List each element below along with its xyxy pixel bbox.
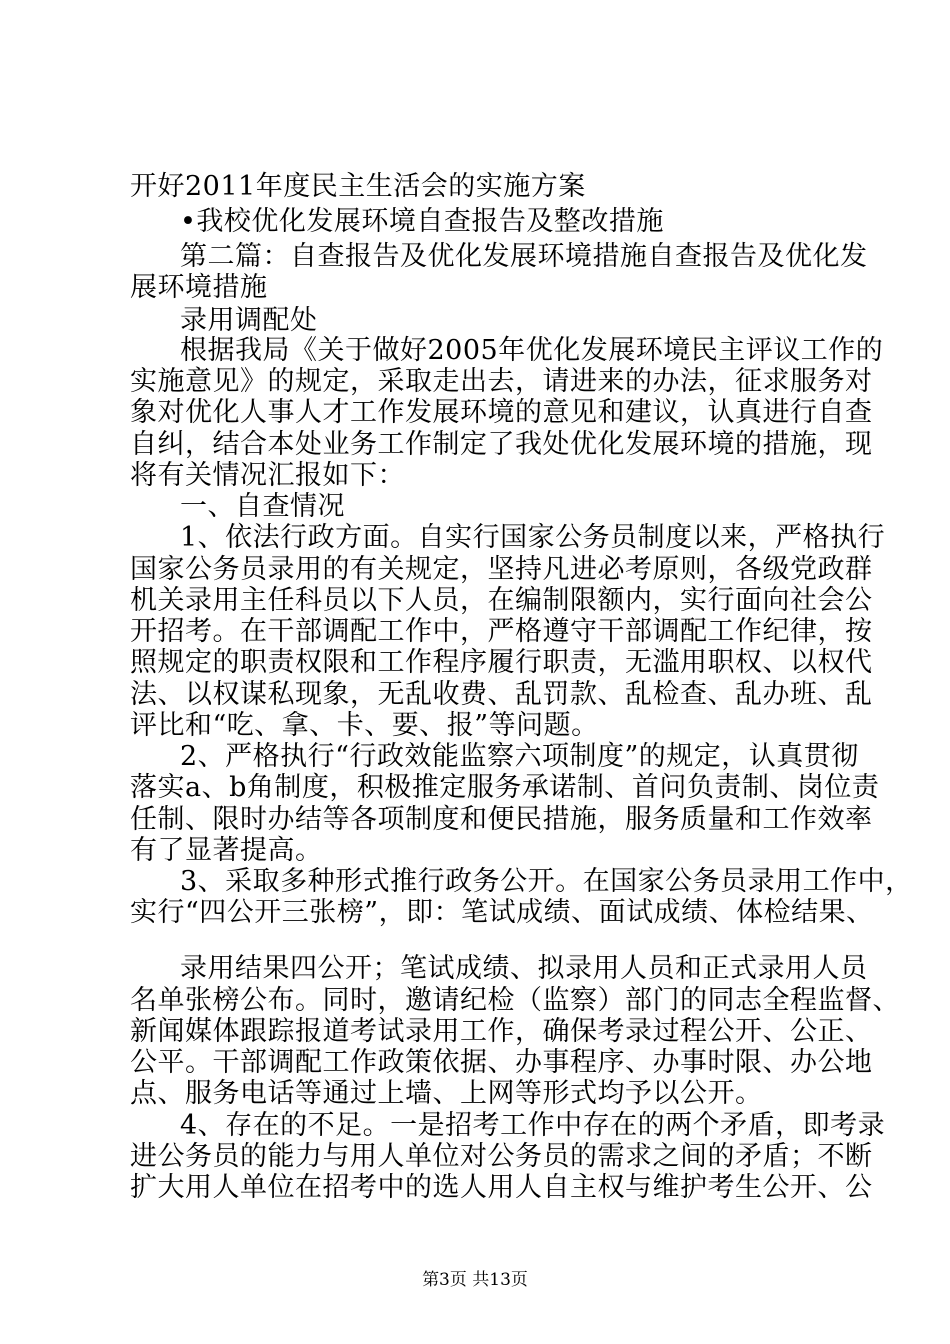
paragraph-line: 根据我局《关于做好2005年优化发展环境民主评议工作的 xyxy=(180,335,884,366)
paragraph-line: 照规定的职责权限和工作程序履行职责，无滥用职权、以权代 xyxy=(130,647,873,678)
doc-title: 开好2011年度民主生活会的实施方案 xyxy=(130,171,586,202)
paragraph-line: 国家公务员录用的有关规定，坚持凡进必考原则，各级党政群 xyxy=(130,554,873,585)
section-heading: 第二篇：自查报告及优化发展环境措施自查报告及优化发 xyxy=(180,241,868,272)
paragraph-line: 点、服务电话等通过上墙、上网等形式均予以公开。 xyxy=(130,1078,763,1109)
paragraph-line: 评比和“吃、拿、卡、要、报”等问题。 xyxy=(130,710,599,741)
paragraph-line: 法、以权谋私现象，无乱收费、乱罚款、乱检查、乱办班、乱 xyxy=(130,679,873,710)
paragraph-line: 2、严格执行“行政效能监察六项制度”的规定，认真贯彻 xyxy=(180,741,859,772)
paragraph-line: 象对优化人事人才工作发展环境的意见和建议，认真进行自查 xyxy=(130,397,873,428)
paragraph-line: 3、采取多种形式推行政务公开。在国家公务员录用工作中， xyxy=(180,866,913,897)
paragraph-line: 新闻媒体跟踪报道考试录用工作，确保考录过程公开、公正、 xyxy=(130,1016,873,1047)
paragraph-line: 开招考。在干部调配工作中，严格遵守干部调配工作纪律，按 xyxy=(130,616,873,647)
paragraph-line: 任制、限时办结等各项制度和便民措施，服务质量和工作效率 xyxy=(130,804,873,835)
paragraph-line: 录用结果四公开；笔试成绩、拟录用人员和正式录用人员 xyxy=(180,953,868,984)
paragraph-line: 实施意见》的规定，采取走出去，请进来的办法，征求服务对 xyxy=(130,366,873,397)
paragraph-line: 4、存在的不足。一是招考工作中存在的两个矛盾，即考录 xyxy=(180,1110,886,1141)
paragraph-line: 名单张榜公布。同时，邀请纪检（监察）部门的同志全程监督、 xyxy=(130,985,900,1016)
section-heading-cont: 展环境措施 xyxy=(130,272,268,303)
paragraph-line: 将有关情况汇报如下： xyxy=(130,460,405,491)
paragraph-line: 实行“四公开三张榜”，即：笔试成绩、面试成绩、体检结果、 xyxy=(130,897,874,928)
page-number-footer: 第3页 共13页 xyxy=(422,1270,528,1290)
paragraph-line: 1、依法行政方面。自实行国家公务员制度以来，严格执行 xyxy=(180,522,886,553)
doc-subtitle: •我校优化发展环境自查报告及整改措施 xyxy=(180,206,664,237)
paragraph-line: 公平。干部调配工作政策依据、办事程序、办事时限、办公地 xyxy=(130,1047,873,1078)
paragraph-line: 自纠，结合本处业务工作制定了我处优化发展环境的措施，现 xyxy=(130,429,873,460)
department-name: 录用调配处 xyxy=(180,305,318,336)
paragraph-line: 有了显著提高。 xyxy=(130,835,323,866)
paragraph-line: 机关录用主任科员以下人员，在编制限额内，实行面向社会公 xyxy=(130,585,873,616)
paragraph-line: 落实a、b角制度，积极推定服务承诺制、首问负责制、岗位责 xyxy=(130,772,880,803)
subsection-heading: 一、自查情况 xyxy=(180,491,345,522)
paragraph-line: 进公务员的能力与用人单位对公务员的需求之间的矛盾；不断 xyxy=(130,1141,873,1172)
paragraph-line: 扩大用人单位在招考中的选人用人自主权与维护考生公开、公 xyxy=(130,1172,873,1203)
